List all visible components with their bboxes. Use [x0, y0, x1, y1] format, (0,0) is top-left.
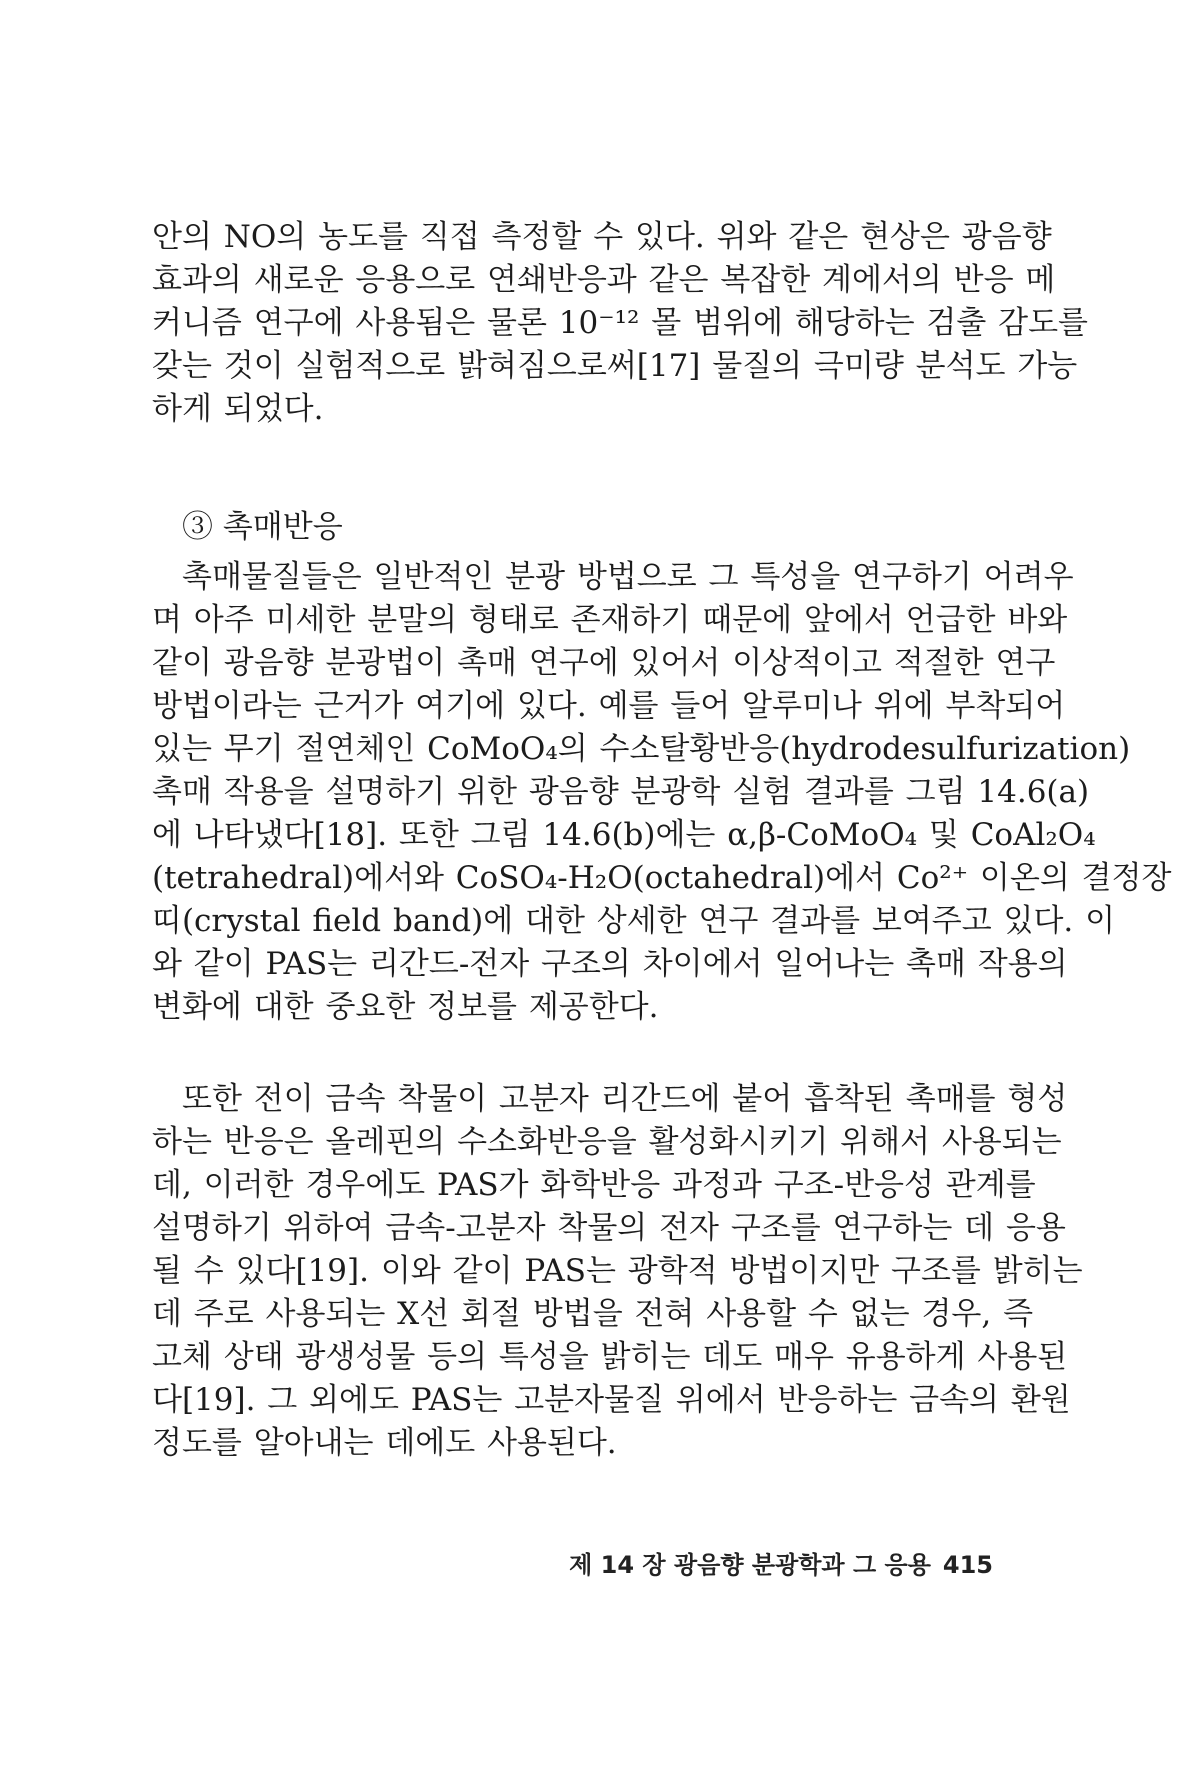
text-line: 정도를 알아내는 데에도 사용된다. — [152, 1425, 617, 1461]
text-line: 다[19]. 그 외에도 PAS는 고분자물질 위에서 반응하는 금속의 환원 — [152, 1382, 1071, 1418]
section-heading: ③ 촉매반응 — [182, 509, 343, 545]
text-line: 변화에 대한 중요한 정보를 제공한다. — [152, 989, 659, 1025]
text-line: 효과의 새로운 응용으로 연쇄반응과 같은 복잡한 계에서의 반응 메 — [152, 262, 1056, 298]
page-footer — [569, 1545, 993, 1580]
text-line: 띠(crystal field band)에 대한 상세한 연구 결과를 보여주고 있다. 이 — [152, 903, 1116, 939]
paragraph-catalysis-research — [152, 556, 1172, 1029]
section-heading-catalysis — [152, 506, 1018, 549]
text-line: 또한 전이 금속 착물이 고분자 리간드에 붙어 흡착된 촉매를 형성 — [182, 1081, 1068, 1117]
chapter-title: 제 14 장 광음향 분광학과 그 응용 — [569, 1551, 931, 1579]
paragraph-detection-sensitivity — [152, 216, 1088, 431]
text-line: 안의 NO의 농도를 직접 측정할 수 있다. 위와 같은 현상은 광음향 — [152, 219, 1052, 255]
text-line: 촉매물질들은 일반적인 분광 방법으로 그 특성을 연구하기 어려우 — [182, 559, 1074, 595]
text-line: 와 같이 PAS는 리간드-전자 구조의 차이에서 일어나는 촉매 작용의 — [152, 946, 1068, 982]
text-line: 데 주로 사용되는 X선 회절 방법을 전혀 사용할 수 없는 경우, 즉 — [152, 1296, 1034, 1332]
text-line: 있는 무기 절연체인 CoMoO₄의 수소탈황반응(hydrodesulfurization) — [152, 731, 1131, 767]
text-line: 에 나타냈다[18]. 또한 그림 14.6(b)에는 α,β-CoMoO₄ 및 CoAl₂O₄ — [152, 817, 1096, 853]
text-line: 하게 되었다. — [152, 391, 324, 427]
text-line: 촉매 작용을 설명하기 위한 광음향 분광학 실험 결과를 그림 14.6(a) — [152, 774, 1090, 810]
text-line: 갖는 것이 실험적으로 밝혀짐으로써[17] 물질의 극미량 분석도 가능 — [152, 348, 1078, 384]
text-line: 고체 상태 광생성물 등의 특성을 밝히는 데도 매우 유용하게 사용된 — [152, 1339, 1068, 1375]
text-line: 커니즘 연구에 사용됨은 물론 10⁻¹² 몰 범위에 해당하는 검출 감도를 — [152, 305, 1088, 341]
page-number: 415 — [942, 1551, 993, 1579]
text-line: (tetrahedral)에서와 CoSO₄-H₂O(octahedral)에서 Co²⁺ 이온의 결정장 — [152, 860, 1172, 896]
text-line: 데, 이러한 경우에도 PAS가 화학반응 과정과 구조-반응성 관계를 — [152, 1167, 1036, 1203]
text-line: 같이 광음향 분광법이 촉매 연구에 있어서 이상적이고 적절한 연구 — [152, 645, 1056, 681]
paragraph-polymer-complex — [152, 1078, 1083, 1465]
text-line: 될 수 있다[19]. 이와 같이 PAS는 광학적 방법이지만 구조를 밝히는 — [152, 1253, 1083, 1289]
text-line: 방법이라는 근거가 여기에 있다. 예를 들어 알루미나 위에 부착되어 — [152, 688, 1066, 724]
text-line: 하는 반응은 올레핀의 수소화반응을 활성화시키기 위해서 사용되는 — [152, 1124, 1062, 1160]
text-line: 설명하기 위하여 금속-고분자 착물의 전자 구조를 연구하는 데 응용 — [152, 1210, 1066, 1246]
text-line: 며 아주 미세한 분말의 형태로 존재하기 때문에 앞에서 언급한 바와 — [152, 602, 1068, 638]
